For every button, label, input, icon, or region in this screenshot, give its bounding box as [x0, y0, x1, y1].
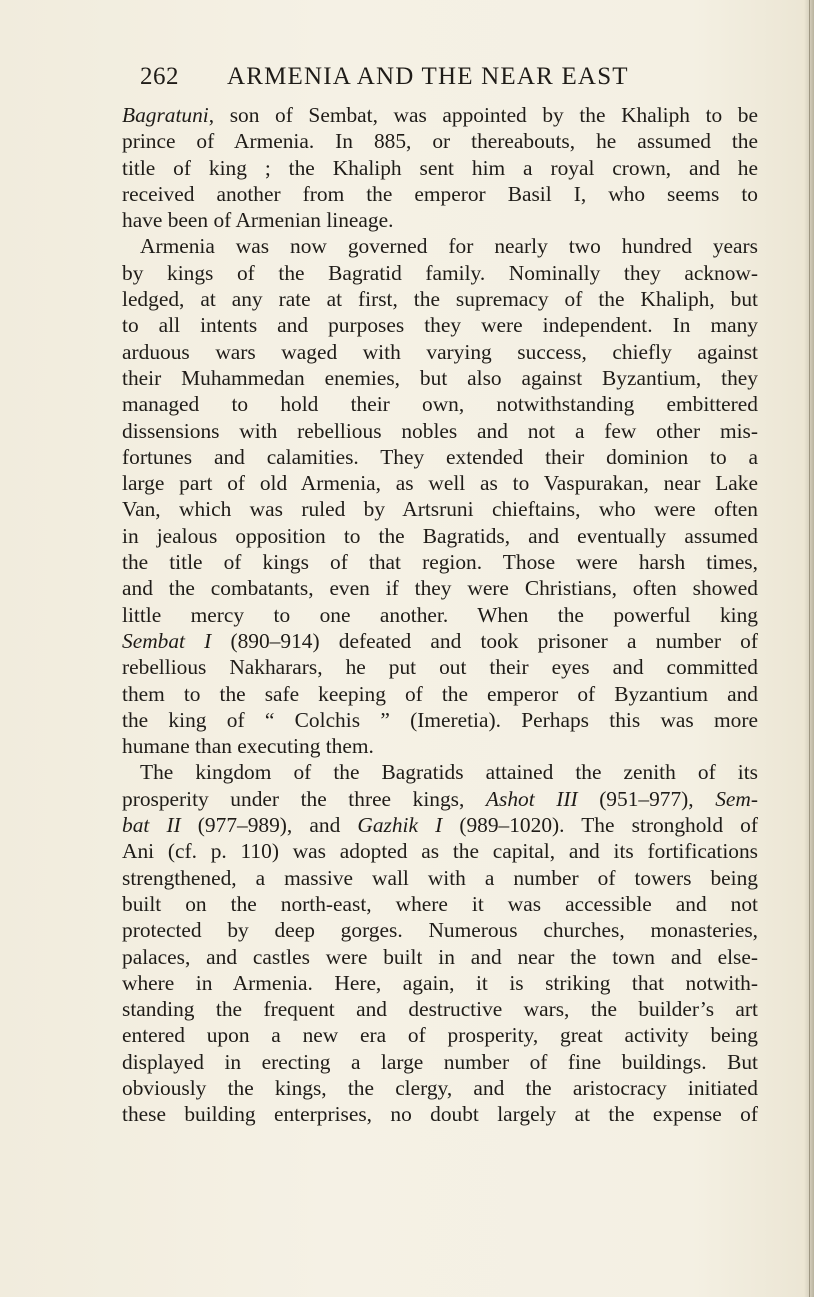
text-span: standing the frequent and destructive wars, the builder’s art	[122, 997, 758, 1022]
text-line	[122, 365, 758, 391]
text-span: arduous wars waged with varying success, chiefly against	[122, 339, 758, 364]
running-head: ARMENIA AND THE NEAR EAST	[227, 63, 629, 90]
text-line	[122, 260, 758, 286]
text-span: protected by deep gorges. Numerous churches, monasteries,	[122, 918, 758, 943]
text-line	[122, 496, 758, 522]
text-line	[122, 339, 758, 365]
text-span: Van, which was ruled by Artsruni chieftains, who were often	[122, 497, 758, 522]
text-line	[122, 786, 758, 812]
text-span: large part of old Armenia, as well as to Vaspurakan, near Lake	[122, 471, 758, 496]
text-span: prince of Armenia. In 885, or thereabouts, he assumed the	[122, 129, 758, 154]
text-span: little mercy to one another. When the powerful king	[122, 602, 758, 627]
text-line	[122, 575, 758, 601]
text-span: (951–977),	[577, 786, 716, 811]
text-line	[122, 681, 758, 707]
text-span: them to the safe keeping of the emperor of Byzantium and	[122, 681, 758, 706]
text-span: managed to hold their own, notwithstanding embittered	[122, 392, 758, 417]
text-line	[122, 759, 758, 785]
text-line	[122, 523, 758, 549]
page-number: 262	[140, 63, 179, 90]
text-line	[122, 602, 758, 628]
text-line	[122, 181, 758, 207]
text-line	[122, 155, 758, 181]
text-span: to all intents and purposes they were independent. In many	[122, 313, 758, 338]
text-span: their Muhammedan enemies, but also against Byzantium, they	[122, 365, 758, 390]
text-line	[122, 312, 758, 338]
body-text	[122, 102, 758, 1128]
text-span: have been of Armenian lineage.	[122, 208, 394, 233]
text-span: strengthened, a massive wall with a number of towers being	[122, 865, 758, 890]
italic-text: Bagratuni	[122, 103, 209, 127]
italic-text: Gazhik I	[357, 813, 443, 838]
text-span: (890–914) defeated and took prisoner a number of	[211, 628, 758, 653]
text-span: fortunes and calamities. They extended their dominion to a	[122, 444, 758, 469]
text-line	[122, 391, 758, 417]
text-line	[122, 812, 758, 838]
text-line	[122, 444, 758, 470]
text-line	[122, 654, 758, 680]
text-span: dissensions with rebellious nobles and not a few other mis-	[122, 418, 758, 443]
text-span: title of king ; the Khaliph sent him a royal crown, and he	[122, 155, 758, 180]
text-line	[122, 970, 758, 996]
text-line	[122, 128, 758, 154]
page-header	[140, 63, 680, 95]
text-span: these building enterprises, no doubt largely at the expense of	[122, 1102, 758, 1127]
text-span: where in Armenia. Here, again, it is striking that notwith-	[122, 970, 758, 995]
text-line	[122, 707, 758, 733]
text-span: the title of kings of that region. Those were harsh times,	[122, 550, 758, 575]
italic-text: Ashot III	[485, 786, 578, 811]
text-span: (989–1020). The stronghold of	[442, 813, 759, 838]
text-span: humane than executing them.	[122, 734, 374, 759]
text-span: received another from the emperor Basil I, who seems to	[122, 181, 758, 206]
text-line	[122, 1075, 758, 1101]
italic-text: Sem-	[715, 786, 758, 811]
text-line	[122, 1101, 758, 1127]
text-line	[122, 891, 758, 917]
text-span: ledged, at any rate at first, the supremacy of the Khaliph, but	[122, 287, 758, 312]
text-span: rebellious Nakharars, he put out their eyes and committed	[122, 655, 758, 680]
text-span: prosperity under the three kings,	[122, 786, 486, 811]
text-line	[122, 628, 758, 654]
text-line	[122, 944, 758, 970]
text-span: Ani (cf. p. 110) was adopted as the capital, and its fortifications	[122, 839, 758, 864]
text-span: the king of “ Colchis ” (Imeretia). Perhaps this was more	[122, 707, 758, 732]
text-line	[122, 233, 758, 259]
text-line	[122, 470, 758, 496]
text-span: and the combatants, even if they were Christians, often showed	[122, 576, 758, 601]
text-span: built on the north-east, where it was accessible and not	[122, 891, 758, 916]
text-span: obviously the kings, the clergy, and the aristocracy initiated	[122, 1075, 758, 1100]
text-span: entered upon a new era of prosperity, great activity being	[122, 1023, 758, 1048]
text-line	[122, 102, 758, 128]
text-span: displayed in erecting a large number of fine buildings. But	[122, 1049, 758, 1074]
italic-text: Sembat I	[122, 628, 212, 653]
text-line	[122, 996, 758, 1022]
text-line	[122, 865, 758, 891]
text-span: (977–989), and	[180, 813, 358, 838]
text-span: in jealous opposition to the Bagratids, and eventually assumed	[122, 523, 758, 548]
text-span: Armenia was now governed for nearly two hundred years	[140, 234, 758, 259]
text-span: palaces, and castles were built in and near the town and else-	[122, 944, 758, 969]
text-line	[122, 838, 758, 864]
text-line	[122, 286, 758, 312]
text-line	[122, 207, 758, 233]
text-span: by kings of the Bagratid family. Nominally they acknow-	[122, 260, 758, 285]
page-edge-line	[809, 0, 810, 1297]
text-line	[122, 1049, 758, 1075]
text-span: , son of Sembat, was appointed by the Khaliph to be	[208, 103, 758, 127]
text-span: The kingdom of the Bagratids attained the zenith of its	[140, 760, 758, 785]
text-line	[122, 418, 758, 444]
italic-text: bat II	[122, 813, 181, 838]
text-line	[122, 733, 758, 759]
text-line	[122, 1022, 758, 1048]
text-line	[122, 549, 758, 575]
text-line	[122, 917, 758, 943]
